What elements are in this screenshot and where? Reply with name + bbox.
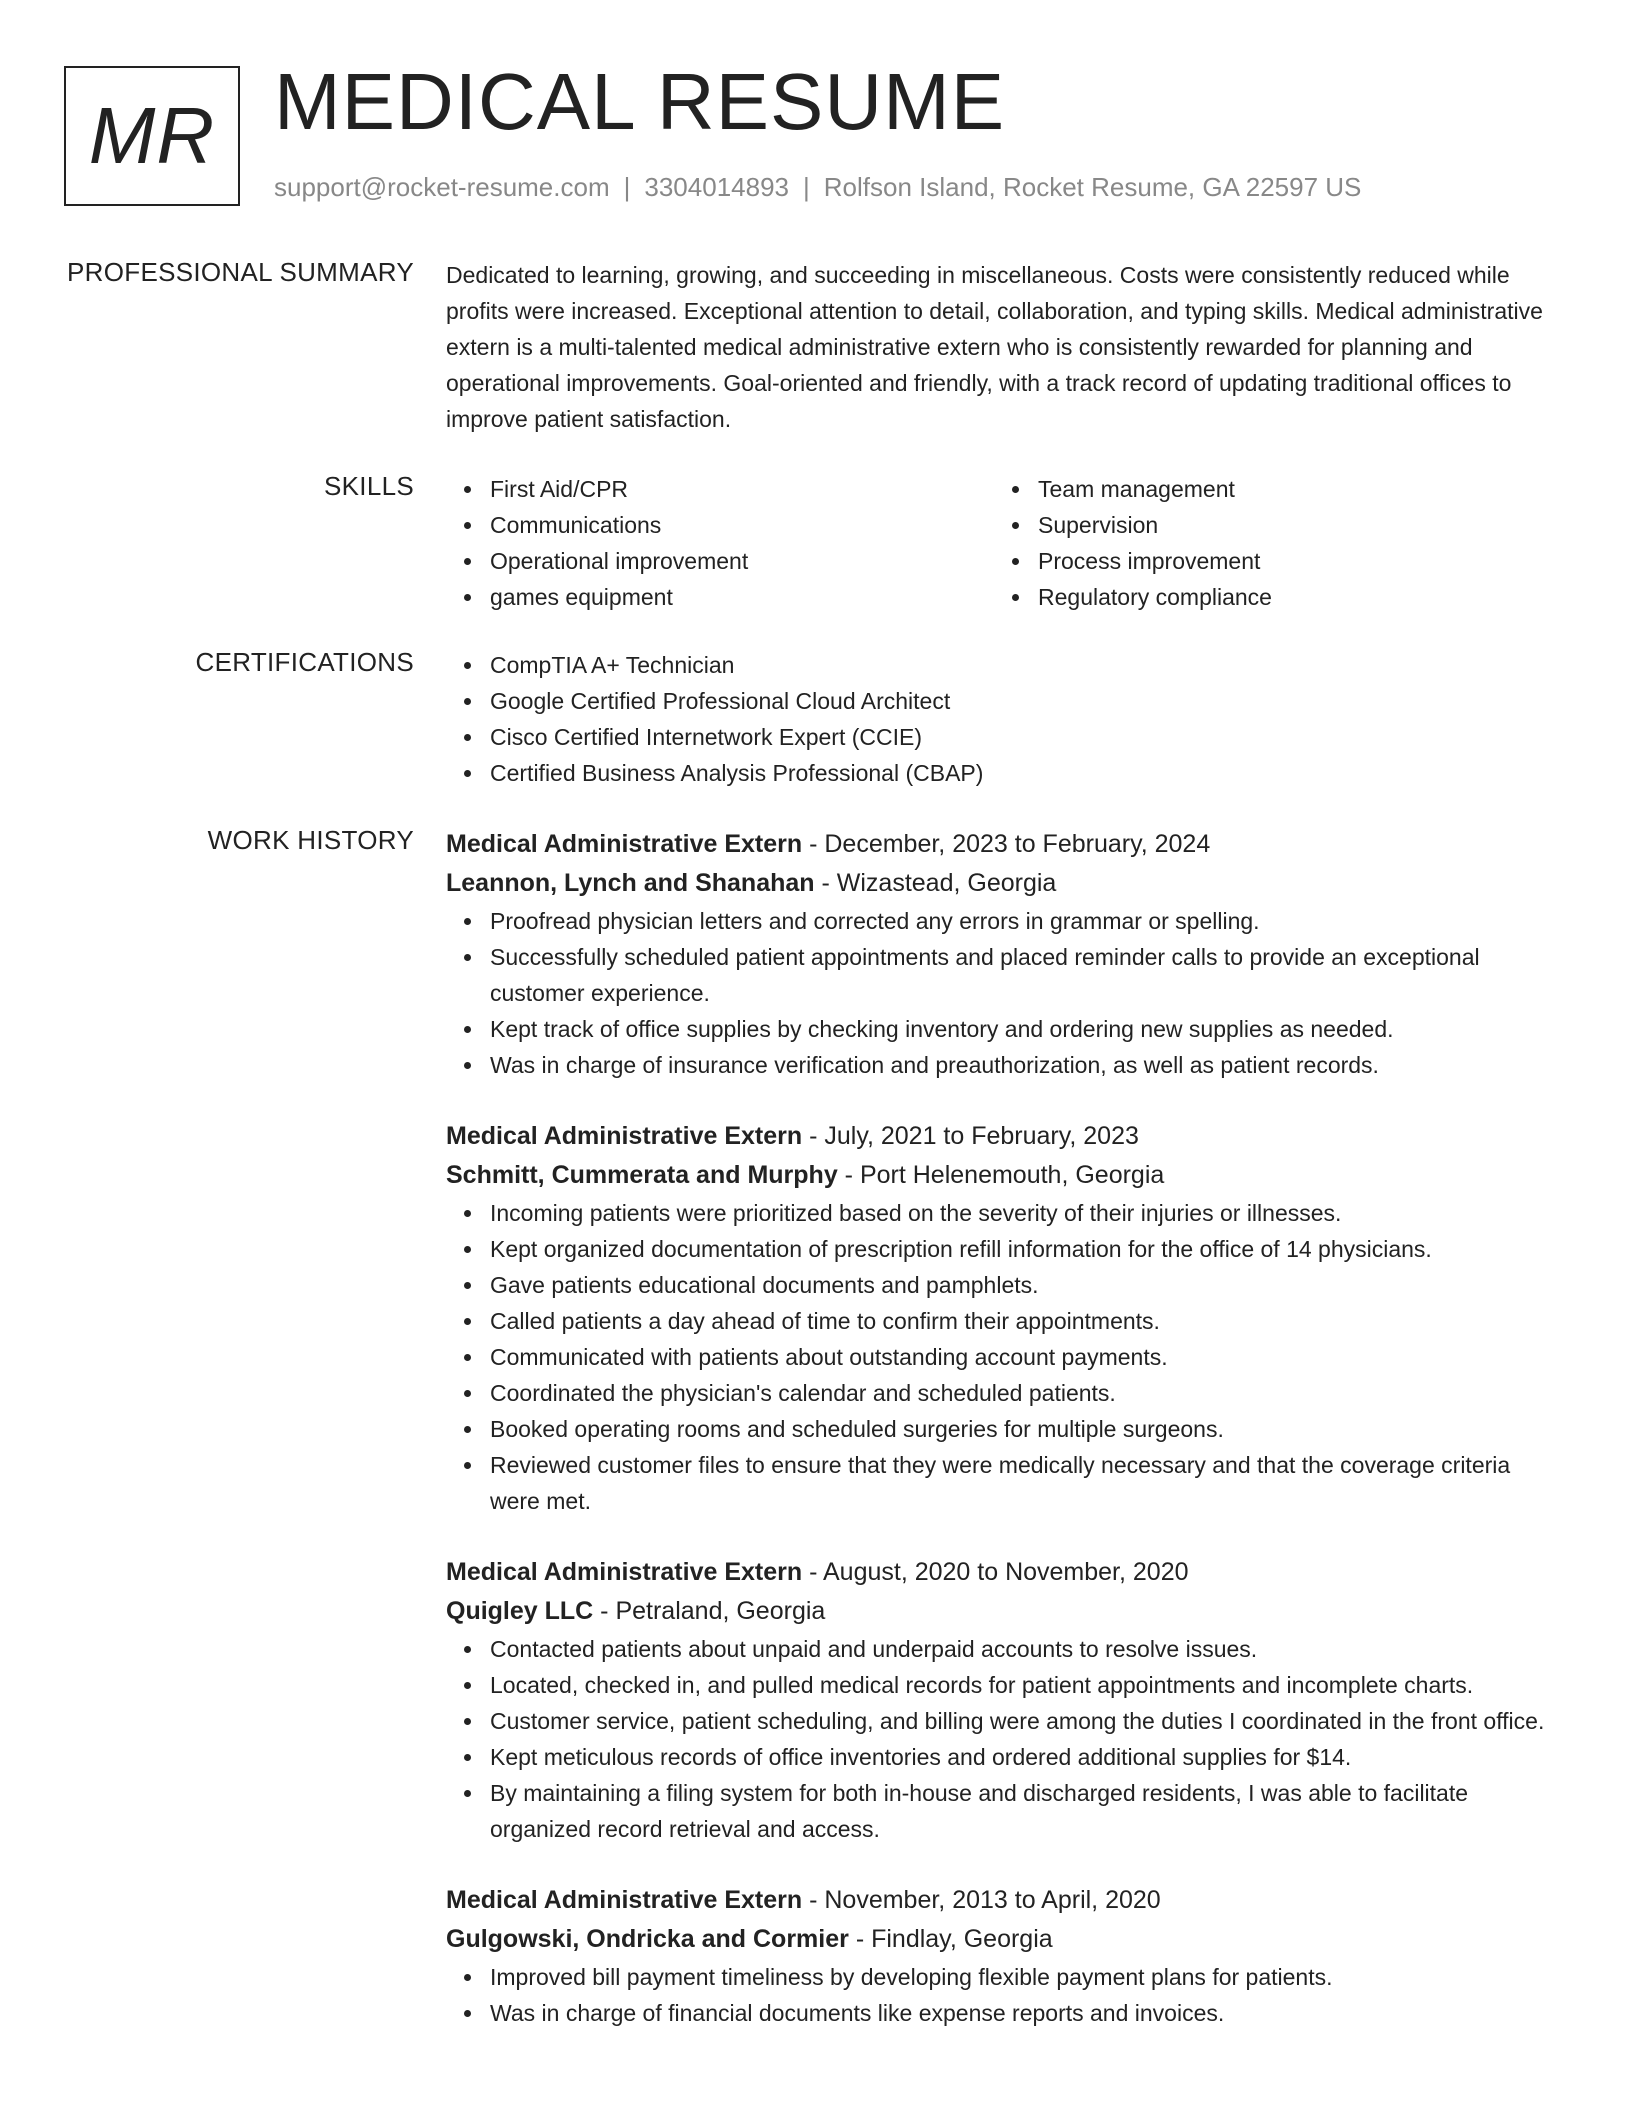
- job-entry: [446, 1553, 1566, 1847]
- skill-item: Supervision: [1038, 507, 1542, 543]
- skill-item: Regulatory compliance: [1038, 579, 1542, 615]
- job-location: Port Helenemouth, Georgia: [859, 1161, 1165, 1189]
- contact-separator: |: [623, 172, 631, 202]
- job-duty: Proofread physician letters and corrected any errors in grammar or spelling.: [490, 903, 1566, 939]
- job-entry: [446, 1881, 1566, 2031]
- job-entry: [446, 825, 1566, 1083]
- skills-label: SKILLS: [324, 471, 414, 501]
- job-company-line: Leannon, Lynch and Shanahan - Wizastead, Georgia: [446, 869, 1057, 897]
- job-duty: Contacted patients about unpaid and underpaid accounts to resolve issues.: [490, 1631, 1566, 1667]
- resume-title: MEDICAL RESUME: [274, 57, 1006, 146]
- contact-phone: 3304014893: [644, 172, 789, 202]
- job-company: Quigley LLC: [446, 1597, 594, 1625]
- job-duty: By maintaining a filing system for both in-house and discharged residents, I was able to facilitate organized record retrieval and access.: [490, 1775, 1566, 1847]
- job-duties: [446, 903, 1566, 1083]
- skills-list-left: [446, 471, 994, 615]
- skills-list-right: [994, 471, 1542, 615]
- job-location: Wizastead, Georgia: [836, 869, 1057, 897]
- skill-item: Communications: [490, 507, 994, 543]
- monogram-logo: MR: [64, 66, 240, 206]
- job-duty: Kept meticulous records of office inventories and ordered additional supplies for $14.: [490, 1739, 1566, 1775]
- job-dates: July, 2021 to February, 2023: [824, 1122, 1139, 1150]
- job-location: Petraland, Georgia: [615, 1597, 826, 1625]
- job-entry: [446, 1117, 1566, 1519]
- certification-item: Cisco Certified Internetwork Expert (CCIE): [490, 719, 1566, 755]
- job-title: Medical Administrative Extern: [446, 830, 803, 858]
- job-company-line: Schmitt, Cummerata and Murphy - Port Helenemouth, Georgia: [446, 1161, 1165, 1189]
- job-title-line: Medical Administrative Extern - November, 2013 to April, 2020: [446, 1886, 1161, 1914]
- job-duty: Was in charge of insurance verification and preauthorization, as well as patient records.: [490, 1047, 1566, 1083]
- skills-body: [446, 471, 1566, 615]
- job-company: Schmitt, Cummerata and Murphy: [446, 1161, 838, 1189]
- skills-grid: [446, 471, 1566, 615]
- job-duty: Communicated with patients about outstanding account payments.: [490, 1339, 1566, 1375]
- job-dates: August, 2020 to November, 2020: [822, 1558, 1189, 1586]
- skill-item: games equipment: [490, 579, 994, 615]
- job-duties: [446, 1195, 1566, 1519]
- certification-item: CompTIA A+ Technician: [490, 647, 1566, 683]
- job-duty: Booked operating rooms and scheduled surgeries for multiple surgeons.: [490, 1411, 1566, 1447]
- job-location: Findlay, Georgia: [871, 1925, 1053, 1953]
- work-history-label: WORK HISTORY: [207, 825, 414, 855]
- skill-item: First Aid/CPR: [490, 471, 994, 507]
- summary-body: [446, 257, 1566, 437]
- job-duty: Was in charge of financial documents like expense reports and invoices.: [490, 1995, 1566, 2031]
- work-history-body: [446, 825, 1566, 2065]
- job-duty: Successfully scheduled patient appointments and placed reminder calls to provide an exceptional customer experience.: [490, 939, 1566, 1011]
- certifications-body: [446, 647, 1566, 791]
- job-duty: Located, checked in, and pulled medical records for patient appointments and incomplete charts.: [490, 1667, 1566, 1703]
- contact-separator: |: [803, 172, 810, 202]
- certifications-label: CERTIFICATIONS: [195, 647, 414, 677]
- job-duty: Customer service, patient scheduling, and billing were among the duties I coordinated in the front office.: [490, 1703, 1566, 1739]
- certification-item: Certified Business Analysis Professional (CBAP): [490, 755, 1566, 791]
- skill-item: Operational improvement: [490, 543, 994, 579]
- job-company: Gulgowski, Ondricka and Cormier: [446, 1925, 849, 1953]
- job-title: Medical Administrative Extern: [446, 1886, 803, 1914]
- job-duty: Kept track of office supplies by checking inventory and ordering new supplies as needed.: [490, 1011, 1566, 1047]
- summary-label: PROFESSIONAL SUMMARY: [67, 257, 414, 287]
- job-duty: Coordinated the physician's calendar and scheduled patients.: [490, 1375, 1566, 1411]
- job-title: Medical Administrative Extern: [446, 1122, 803, 1150]
- job-company-line: Quigley LLC - Petraland, Georgia: [446, 1597, 826, 1625]
- skills-column-right: [994, 471, 1542, 615]
- job-company: Leannon, Lynch and Shanahan: [446, 869, 815, 897]
- job-dates: December, 2023 to February, 2024: [824, 830, 1211, 858]
- job-duty: Gave patients educational documents and pamphlets.: [490, 1267, 1566, 1303]
- certifications-list: [446, 647, 1566, 791]
- job-company-line: Gulgowski, Ondricka and Cormier - Findlay, Georgia: [446, 1925, 1053, 1953]
- contact-email: support@rocket-resume.com: [274, 172, 610, 202]
- certification-item: Google Certified Professional Cloud Architect: [490, 683, 1566, 719]
- skills-column-left: [446, 471, 994, 615]
- job-title-line: Medical Administrative Extern - August, 2020 to November, 2020: [446, 1558, 1189, 1586]
- job-duties: [446, 1959, 1566, 2031]
- contact-address: Rolfson Island, Rocket Resume, GA 22597 US: [823, 172, 1362, 202]
- job-duty: Kept organized documentation of prescription refill information for the office of 14 physicians.: [490, 1231, 1566, 1267]
- contact-line: [274, 172, 1361, 203]
- skill-item: Process improvement: [1038, 543, 1542, 579]
- job-dates: November, 2013 to April, 2020: [824, 1886, 1161, 1914]
- skill-item: Team management: [1038, 471, 1542, 507]
- summary-text: Dedicated to learning, growing, and succeeding in miscellaneous. Costs were consistently reduced while profits were increased. Exceptional attention to detail, collaboration, and typing skills. Medical administrative extern is a multi-talented medical administrative extern who is consistently rewarded for planning and operational improvements. Goal-oriented and friendly, with a track record of updating traditional offices to improve patient satisfaction.: [446, 262, 1543, 432]
- job-title-line: Medical Administrative Extern - December, 2023 to February, 2024: [446, 830, 1211, 858]
- job-duties: [446, 1631, 1566, 1847]
- job-duty: Incoming patients were prioritized based on the severity of their injuries or illnesses.: [490, 1195, 1566, 1231]
- job-title-line: Medical Administrative Extern - July, 2021 to February, 2023: [446, 1122, 1139, 1150]
- job-duty: Improved bill payment timeliness by developing flexible payment plans for patients.: [490, 1959, 1566, 1995]
- job-duty: Called patients a day ahead of time to confirm their appointments.: [490, 1303, 1566, 1339]
- job-title: Medical Administrative Extern: [446, 1558, 803, 1586]
- job-duty: Reviewed customer files to ensure that they were medically necessary and that the coverage criteria were met.: [490, 1447, 1566, 1519]
